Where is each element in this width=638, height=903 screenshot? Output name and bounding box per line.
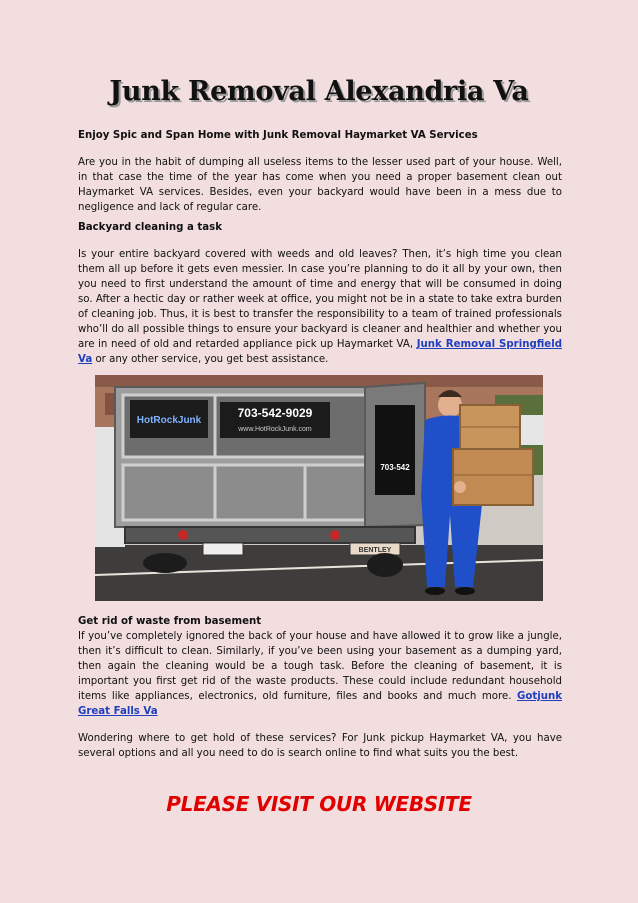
junk-truck-photo <box>95 375 543 601</box>
truck-side-phone: 703-542 <box>380 463 410 472</box>
intro-heading: Enjoy Spic and Span Home with Junk Removal Haymarket VA Services <box>78 130 478 141</box>
truck-website-text: www.HotRockJunk.com <box>238 426 312 433</box>
gotjunk-great-falls-link[interactable]: Gotjunk Great Falls Va <box>78 691 562 717</box>
intro-paragraph: Are you in the habit of dumping all useless items to the lesser used part of your house. Well, in that case the time of the year has come when you need a proper basement clean out Haymarket VA services. Besides, even your backyard would have been in a mess due to negligence and lack of regular care. <box>78 157 562 213</box>
backyard-paragraph <box>78 247 562 367</box>
visit-website-cta: PLEASE VISIT OUR WEBSITE <box>166 792 472 816</box>
backyard-text-end: or any other service, you get best assistance. <box>92 354 329 365</box>
backyard-text: Is your entire backyard covered with weeds and old leaves? Then, it’s high time you clean them all up before it gets even messier. In case you’re planning to do it all by your own, then you need to first understand the amount of time and energy that will be consumed in doing so. After a hectic day or rather week at office, you might not be in a state to take extra burden of cleaning job. Thus, it is best to transfer the responsibility to a team of trained professionals who’ll do all possible things to ensure your backyard is cleaner and healthier and whether you are in need of old and retarded appliance pick up Haymarket VA, <box>78 249 562 350</box>
backyard-heading: Backyard cleaning a task <box>78 222 222 233</box>
backyard-section <box>78 220 562 367</box>
basement-paragraph <box>78 629 562 719</box>
truck-phone-text: 703-542-9029 <box>237 406 313 420</box>
basement-text: If you’ve completely ignored the back of your house and have allowed it to grow like a jungle, then it’s difficult to clean. Similarly, if you’ve been using your basement as a dumping yard, then again the cleaning would be a tough task. Before the cleaning of basement, it is important you first get rid of the waste products. These could include redundant household items like appliances, electronics, old furniture, files and books and much more. <box>78 631 562 702</box>
intro-section <box>78 128 562 215</box>
truck-photo-graphic <box>95 375 543 601</box>
truck-brand-text: HotRockJunk <box>136 415 202 426</box>
junk-removal-springfield-link[interactable]: Junk Removal Springfield Va <box>78 339 562 365</box>
basement-heading: Get rid of waste from basement <box>78 616 262 627</box>
services-paragraph: Wondering where to get hold of these services? For Junk pickup Haymarket VA, you have several options and all you need to do is search online to find what suits you the best. <box>78 733 562 759</box>
basement-section <box>78 614 562 761</box>
bumper-text: BENTLEY <box>358 547 392 554</box>
page-title: Junk Removal Alexandria Va <box>109 76 529 107</box>
